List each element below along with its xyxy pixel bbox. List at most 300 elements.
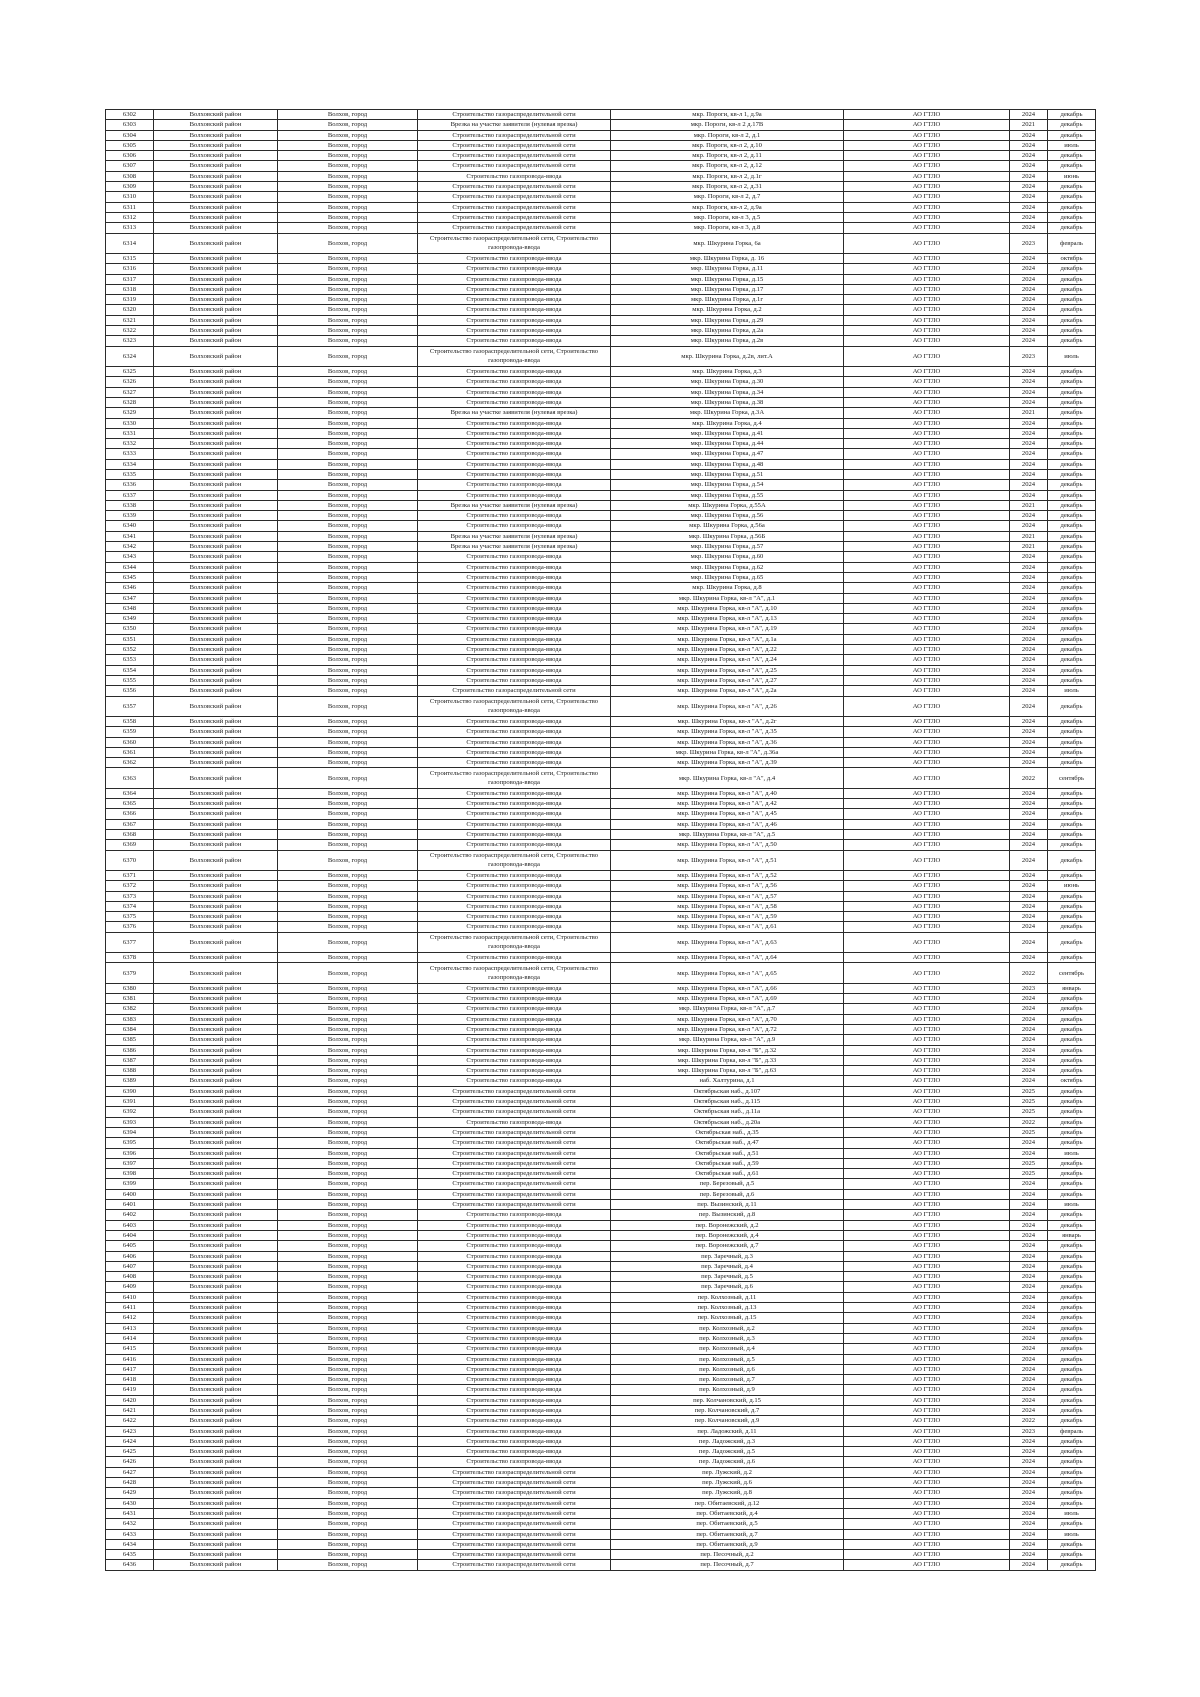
row-number-cell: 6315 xyxy=(106,253,154,263)
organization-cell: АО ГТЛО xyxy=(844,1364,1010,1374)
year-cell: 2024 xyxy=(1010,583,1048,593)
month-cell: декабрь xyxy=(1048,192,1096,202)
work-type-cell: Строительство газопровода-ввода xyxy=(418,624,611,634)
work-type-cell: Строительство газопровода-ввода xyxy=(418,953,611,963)
district-cell: Волховский район xyxy=(154,130,278,140)
table-row xyxy=(106,1436,1096,1446)
year-cell: 2024 xyxy=(1010,130,1048,140)
row-number-cell: 6382 xyxy=(106,1004,154,1014)
month-cell: декабрь xyxy=(1048,634,1096,644)
work-type-cell: Строительство газопровода-ввода xyxy=(418,1364,611,1374)
row-number-cell: 6306 xyxy=(106,151,154,161)
month-cell: декабрь xyxy=(1048,624,1096,634)
month-cell: декабрь xyxy=(1048,840,1096,850)
address-cell: мкр. Шкурина Горка, д.57 xyxy=(611,542,844,552)
row-number-cell: 6369 xyxy=(106,840,154,850)
settlement-cell: Волхов, город xyxy=(278,1158,418,1168)
organization-cell: АО ГТЛО xyxy=(844,922,1010,932)
work-type-cell: Строительство газораспределительной сети xyxy=(418,1200,611,1210)
month-cell: декабрь xyxy=(1048,182,1096,192)
row-number-cell: 6417 xyxy=(106,1364,154,1374)
address-cell: мкр. Шкурина Горка, кв-л "А", д.56 xyxy=(611,881,844,891)
district-cell: Волховский район xyxy=(154,284,278,294)
settlement-cell: Волхов, город xyxy=(278,829,418,839)
address-cell: мкр. Шкурина Горка, д.2а xyxy=(611,326,844,336)
row-number-cell: 6389 xyxy=(106,1076,154,1086)
district-cell: Волховский район xyxy=(154,1272,278,1282)
organization-cell: АО ГТЛО xyxy=(844,809,1010,819)
work-type-cell: Строительство газопровода-ввода xyxy=(418,655,611,665)
district-cell: Волховский район xyxy=(154,233,278,253)
district-cell: Волховский район xyxy=(154,562,278,572)
year-cell: 2024 xyxy=(1010,891,1048,901)
organization-cell: АО ГТЛО xyxy=(844,1158,1010,1168)
work-type-cell: Строительство газопровода-ввода xyxy=(418,1426,611,1436)
work-type-cell: Строительство газопровода-ввода xyxy=(418,1066,611,1076)
settlement-cell: Волхов, город xyxy=(278,233,418,253)
organization-cell: АО ГТЛО xyxy=(844,912,1010,922)
row-number-cell: 6325 xyxy=(106,367,154,377)
organization-cell: АО ГТЛО xyxy=(844,572,1010,582)
work-type-cell: Строительство газораспределительной сети xyxy=(418,1127,611,1137)
district-cell: Волховский район xyxy=(154,212,278,222)
table-row xyxy=(106,1416,1096,1426)
organization-cell: АО ГТЛО xyxy=(844,1550,1010,1560)
organization-cell: АО ГТЛО xyxy=(844,675,1010,685)
settlement-cell: Волхов, город xyxy=(278,1395,418,1405)
organization-cell: АО ГТЛО xyxy=(844,1004,1010,1014)
year-cell: 2024 xyxy=(1010,1251,1048,1261)
year-cell: 2024 xyxy=(1010,1004,1048,1014)
address-cell: мкр. Шкурина Горка, кв-л "А", д.66 xyxy=(611,983,844,993)
settlement-cell: Волхов, город xyxy=(278,110,418,120)
month-cell: декабрь xyxy=(1048,1127,1096,1137)
work-type-cell: Строительство газопровода-ввода xyxy=(418,840,611,850)
month-cell: декабрь xyxy=(1048,1251,1096,1261)
year-cell: 2024 xyxy=(1010,922,1048,932)
district-cell: Волховский район xyxy=(154,881,278,891)
address-cell: пер. Песочный, д.7 xyxy=(611,1560,844,1570)
district-cell: Волховский район xyxy=(154,223,278,233)
settlement-cell: Волхов, город xyxy=(278,1508,418,1518)
organization-cell: АО ГТЛО xyxy=(844,1138,1010,1148)
settlement-cell: Волхов, город xyxy=(278,1127,418,1137)
organization-cell: АО ГТЛО xyxy=(844,891,1010,901)
address-cell: мкр. Шкурина Горка, кв-л "А", д.52 xyxy=(611,870,844,880)
work-type-cell: Строительство газораспределительной сети xyxy=(418,212,611,222)
address-cell: мкр. Пороги, кв-л 3, д.8 xyxy=(611,223,844,233)
address-cell: Октябрьская наб., д.59 xyxy=(611,1158,844,1168)
work-type-cell: Строительство газопровода-ввода xyxy=(418,367,611,377)
district-cell: Волховский район xyxy=(154,1323,278,1333)
table-row xyxy=(106,542,1096,552)
district-cell: Волховский район xyxy=(154,1251,278,1261)
table-row xyxy=(106,161,1096,171)
settlement-cell: Волхов, город xyxy=(278,480,418,490)
organization-cell: АО ГТЛО xyxy=(844,850,1010,870)
table-row xyxy=(106,326,1096,336)
address-cell: мкр. Шкурина Горка, кв-л "А", д.2а xyxy=(611,686,844,696)
table-row xyxy=(106,336,1096,346)
district-cell: Волховский район xyxy=(154,1230,278,1240)
work-type-cell: Строительство газопровода-ввода xyxy=(418,747,611,757)
address-cell: мкр. Шкурина Горка, кв-л "А", д.2г xyxy=(611,716,844,726)
settlement-cell: Волхов, город xyxy=(278,542,418,552)
organization-cell: АО ГТЛО xyxy=(844,994,1010,1004)
month-cell: декабрь xyxy=(1048,1045,1096,1055)
address-cell: мкр. Шкурина Горка, кв-л "А", д.40 xyxy=(611,788,844,798)
month-cell: декабрь xyxy=(1048,1364,1096,1374)
year-cell: 2024 xyxy=(1010,1436,1048,1446)
month-cell: декабрь xyxy=(1048,727,1096,737)
district-cell: Волховский район xyxy=(154,1405,278,1415)
organization-cell: АО ГТЛО xyxy=(844,1251,1010,1261)
year-cell: 2024 xyxy=(1010,758,1048,768)
month-cell: декабрь xyxy=(1048,305,1096,315)
address-cell: пер. Колчановский, д.9 xyxy=(611,1416,844,1426)
table-row xyxy=(106,202,1096,212)
organization-cell: АО ГТЛО xyxy=(844,120,1010,130)
row-number-cell: 6314 xyxy=(106,233,154,253)
district-cell: Волховский район xyxy=(154,1189,278,1199)
month-cell: декабрь xyxy=(1048,387,1096,397)
month-cell: декабрь xyxy=(1048,572,1096,582)
table-row xyxy=(106,932,1096,952)
organization-cell: АО ГТЛО xyxy=(844,284,1010,294)
organization-cell: АО ГТЛО xyxy=(844,171,1010,181)
organization-cell: АО ГТЛО xyxy=(844,603,1010,613)
row-number-cell: 6413 xyxy=(106,1323,154,1333)
district-cell: Волховский район xyxy=(154,932,278,952)
work-type-cell: Строительство газопровода-ввода xyxy=(418,326,611,336)
work-type-cell: Строительство газораспределительной сети xyxy=(418,110,611,120)
month-cell: декабрь xyxy=(1048,274,1096,284)
row-number-cell: 6316 xyxy=(106,264,154,274)
table-row xyxy=(106,274,1096,284)
year-cell: 2024 xyxy=(1010,737,1048,747)
settlement-cell: Волхов, город xyxy=(278,274,418,284)
district-cell: Волховский район xyxy=(154,1292,278,1302)
settlement-cell: Волхов, город xyxy=(278,716,418,726)
table-row xyxy=(106,1375,1096,1385)
address-cell: мкр. Шкурина Горка, кв-л "Б", д.32 xyxy=(611,1045,844,1055)
district-cell: Волховский район xyxy=(154,870,278,880)
address-cell: мкр. Шкурина Горка, кв-л "Б", д.63 xyxy=(611,1066,844,1076)
month-cell: декабрь xyxy=(1048,377,1096,387)
row-number-cell: 6351 xyxy=(106,634,154,644)
year-cell: 2024 xyxy=(1010,253,1048,263)
address-cell: мкр. Шкурина Горка, кв-л "А", д.57 xyxy=(611,891,844,901)
work-type-cell: Строительство газораспределительной сети xyxy=(418,1097,611,1107)
year-cell: 2024 xyxy=(1010,315,1048,325)
settlement-cell: Волхов, город xyxy=(278,1014,418,1024)
district-cell: Волховский район xyxy=(154,799,278,809)
work-type-cell: Строительство газораспределительной сети xyxy=(418,1529,611,1539)
settlement-cell: Волхов, город xyxy=(278,696,418,716)
year-cell: 2024 xyxy=(1010,1508,1048,1518)
organization-cell: АО ГТЛО xyxy=(844,1035,1010,1045)
table-row xyxy=(106,367,1096,377)
organization-cell: АО ГТЛО xyxy=(844,1426,1010,1436)
year-cell: 2024 xyxy=(1010,1179,1048,1189)
address-cell: мкр. Шкурина Горка, кв-л "А", д.7 xyxy=(611,1004,844,1014)
organization-cell: АО ГТЛО xyxy=(844,552,1010,562)
organization-cell: АО ГТЛО xyxy=(844,819,1010,829)
row-number-cell: 6336 xyxy=(106,480,154,490)
month-cell: декабрь xyxy=(1048,675,1096,685)
organization-cell: АО ГТЛО xyxy=(844,253,1010,263)
row-number-cell: 6421 xyxy=(106,1405,154,1415)
settlement-cell: Волхов, город xyxy=(278,1241,418,1251)
district-cell: Волховский район xyxy=(154,295,278,305)
row-number-cell: 6349 xyxy=(106,614,154,624)
address-cell: мкр. Пороги, кв-л 2, д.9а xyxy=(611,202,844,212)
table-row xyxy=(106,151,1096,161)
row-number-cell: 6433 xyxy=(106,1529,154,1539)
district-cell: Волховский район xyxy=(154,531,278,541)
row-number-cell: 6390 xyxy=(106,1086,154,1096)
settlement-cell: Волхов, город xyxy=(278,675,418,685)
month-cell: декабрь xyxy=(1048,1220,1096,1230)
settlement-cell: Волхов, город xyxy=(278,953,418,963)
address-cell: мкр. Шкурина Горка, кв-л "А", д.4 xyxy=(611,768,844,788)
table-row xyxy=(106,1055,1096,1065)
month-cell: декабрь xyxy=(1048,1035,1096,1045)
year-cell: 2024 xyxy=(1010,593,1048,603)
organization-cell: АО ГТЛО xyxy=(844,1117,1010,1127)
settlement-cell: Волхов, город xyxy=(278,171,418,181)
row-number-cell: 6380 xyxy=(106,983,154,993)
organization-cell: АО ГТЛО xyxy=(844,1467,1010,1477)
row-number-cell: 6304 xyxy=(106,130,154,140)
district-cell: Волховский район xyxy=(154,1148,278,1158)
row-number-cell: 6370 xyxy=(106,850,154,870)
month-cell: декабрь xyxy=(1048,469,1096,479)
address-cell: пер. Воронежский, д.7 xyxy=(611,1241,844,1251)
year-cell: 2024 xyxy=(1010,1354,1048,1364)
address-cell: мкр. Пороги, кв-л 2, д.1г xyxy=(611,171,844,181)
table-row xyxy=(106,1333,1096,1343)
table-row xyxy=(106,819,1096,829)
row-number-cell: 6388 xyxy=(106,1066,154,1076)
table-row xyxy=(106,572,1096,582)
address-cell: мкр. Шкурина Горка, д.1г xyxy=(611,295,844,305)
settlement-cell: Волхов, город xyxy=(278,1086,418,1096)
month-cell: сентябрь xyxy=(1048,768,1096,788)
work-type-cell: Строительство газораспределительной сети xyxy=(418,1179,611,1189)
organization-cell: АО ГТЛО xyxy=(844,716,1010,726)
work-type-cell: Строительство газопровода-ввода xyxy=(418,171,611,181)
table-row xyxy=(106,727,1096,737)
settlement-cell: Волхов, город xyxy=(278,747,418,757)
settlement-cell: Волхов, город xyxy=(278,418,418,428)
address-cell: пер. Воронежский, д.4 xyxy=(611,1230,844,1240)
month-cell: декабрь xyxy=(1048,439,1096,449)
table-row xyxy=(106,1241,1096,1251)
month-cell: декабрь xyxy=(1048,645,1096,655)
settlement-cell: Волхов, город xyxy=(278,1416,418,1426)
district-cell: Волховский район xyxy=(154,1076,278,1086)
year-cell: 2024 xyxy=(1010,377,1048,387)
table-row xyxy=(106,1076,1096,1086)
settlement-cell: Волхов, город xyxy=(278,603,418,613)
row-number-cell: 6424 xyxy=(106,1436,154,1446)
work-type-cell: Строительство газопровода-ввода xyxy=(418,737,611,747)
year-cell: 2024 xyxy=(1010,480,1048,490)
organization-cell: АО ГТЛО xyxy=(844,737,1010,747)
district-cell: Волховский район xyxy=(154,583,278,593)
work-type-cell: Врезка на участке заявителя (нулевая врезка) xyxy=(418,408,611,418)
month-cell: декабрь xyxy=(1048,1375,1096,1385)
year-cell: 2024 xyxy=(1010,1498,1048,1508)
table-row xyxy=(106,223,1096,233)
work-type-cell: Строительство газопровода-ввода xyxy=(418,1292,611,1302)
settlement-cell: Волхов, город xyxy=(278,1344,418,1354)
work-type-cell: Строительство газопровода-ввода xyxy=(418,819,611,829)
month-cell: декабрь xyxy=(1048,1344,1096,1354)
district-cell: Волховский район xyxy=(154,1385,278,1395)
month-cell: декабрь xyxy=(1048,953,1096,963)
address-cell: мкр. Шкурина Горка, кв-л "А", д.9 xyxy=(611,1035,844,1045)
month-cell: декабрь xyxy=(1048,120,1096,130)
address-cell: пер. Обитаевский, д.9 xyxy=(611,1539,844,1549)
district-cell: Волховский район xyxy=(154,572,278,582)
organization-cell: АО ГТЛО xyxy=(844,1436,1010,1446)
row-number-cell: 6403 xyxy=(106,1220,154,1230)
year-cell: 2024 xyxy=(1010,428,1048,438)
organization-cell: АО ГТЛО xyxy=(844,140,1010,150)
district-cell: Волховский район xyxy=(154,1158,278,1168)
district-cell: Волховский район xyxy=(154,593,278,603)
row-number-cell: 6405 xyxy=(106,1241,154,1251)
address-cell: Октябрьская наб., д.47 xyxy=(611,1138,844,1148)
district-cell: Волховский район xyxy=(154,1066,278,1076)
settlement-cell: Волхов, город xyxy=(278,665,418,675)
work-type-cell: Строительство газопровода-ввода xyxy=(418,1251,611,1261)
row-number-cell: 6364 xyxy=(106,788,154,798)
month-cell: декабрь xyxy=(1048,408,1096,418)
address-cell: мкр. Шкурина Горка, д.56а xyxy=(611,521,844,531)
address-cell: мкр. Шкурина Горка, д.60 xyxy=(611,552,844,562)
work-type-cell: Строительство газопровода-ввода xyxy=(418,284,611,294)
work-type-cell: Строительство газопровода-ввода xyxy=(418,583,611,593)
organization-cell: АО ГТЛО xyxy=(844,264,1010,274)
work-type-cell: Строительство газораспределительной сети xyxy=(418,1148,611,1158)
settlement-cell: Волхов, город xyxy=(278,212,418,222)
year-cell: 2024 xyxy=(1010,1230,1048,1240)
table-row xyxy=(106,1148,1096,1158)
table-row xyxy=(106,253,1096,263)
organization-cell: АО ГТЛО xyxy=(844,1354,1010,1364)
month-cell: декабрь xyxy=(1048,1539,1096,1549)
organization-cell: АО ГТЛО xyxy=(844,799,1010,809)
settlement-cell: Волхов, город xyxy=(278,737,418,747)
month-cell: июль xyxy=(1048,686,1096,696)
settlement-cell: Волхов, город xyxy=(278,182,418,192)
year-cell: 2024 xyxy=(1010,1375,1048,1385)
address-cell: пер. Колчановский, д.15 xyxy=(611,1395,844,1405)
work-type-cell: Строительство газопровода-ввода xyxy=(418,665,611,675)
address-cell: мкр. Шкурина Горка, кв-л "А", д.10 xyxy=(611,603,844,613)
table-row xyxy=(106,983,1096,993)
work-type-cell: Строительство газопровода-ввода xyxy=(418,264,611,274)
table-row xyxy=(106,1272,1096,1282)
month-cell: декабрь xyxy=(1048,418,1096,428)
organization-cell: АО ГТЛО xyxy=(844,130,1010,140)
district-cell: Волховский район xyxy=(154,1086,278,1096)
work-type-cell: Строительство газопровода-ввода xyxy=(418,1395,611,1405)
year-cell: 2024 xyxy=(1010,572,1048,582)
work-type-cell: Строительство газопровода-ввода xyxy=(418,758,611,768)
row-number-cell: 6381 xyxy=(106,994,154,1004)
organization-cell: АО ГТЛО xyxy=(844,1560,1010,1570)
month-cell: декабрь xyxy=(1048,110,1096,120)
year-cell: 2021 xyxy=(1010,500,1048,510)
address-cell: Октябрьская наб., д.35 xyxy=(611,1127,844,1137)
organization-cell: АО ГТЛО xyxy=(844,901,1010,911)
work-type-cell: Строительство газораспределительной сети xyxy=(418,1519,611,1529)
district-cell: Волховский район xyxy=(154,1241,278,1251)
table-row xyxy=(106,490,1096,500)
month-cell: декабрь xyxy=(1048,284,1096,294)
district-cell: Волховский район xyxy=(154,983,278,993)
month-cell: декабрь xyxy=(1048,829,1096,839)
district-cell: Волховский район xyxy=(154,901,278,911)
year-cell: 2024 xyxy=(1010,274,1048,284)
year-cell: 2024 xyxy=(1010,1478,1048,1488)
settlement-cell: Волхов, город xyxy=(278,1251,418,1261)
year-cell: 2024 xyxy=(1010,716,1048,726)
organization-cell: АО ГТЛО xyxy=(844,963,1010,983)
table-row xyxy=(106,1488,1096,1498)
work-type-cell: Строительство газораспределительной сети xyxy=(418,1107,611,1117)
table-row xyxy=(106,1323,1096,1333)
year-cell: 2024 xyxy=(1010,675,1048,685)
organization-cell: АО ГТЛО xyxy=(844,1498,1010,1508)
settlement-cell: Волхов, город xyxy=(278,1405,418,1415)
work-type-cell: Строительство газопровода-ввода xyxy=(418,295,611,305)
work-type-cell: Строительство газопровода-ввода xyxy=(418,449,611,459)
address-cell: мкр. Шкурина Горка, кв-л "А", д.13 xyxy=(611,614,844,624)
year-cell: 2024 xyxy=(1010,1138,1048,1148)
district-cell: Волховский район xyxy=(154,336,278,346)
row-number-cell: 6383 xyxy=(106,1014,154,1024)
work-type-cell: Строительство газопровода-ввода xyxy=(418,881,611,891)
row-number-cell: 6312 xyxy=(106,212,154,222)
settlement-cell: Волхов, город xyxy=(278,634,418,644)
table-row xyxy=(106,469,1096,479)
year-cell: 2024 xyxy=(1010,552,1048,562)
organization-cell: АО ГТЛО xyxy=(844,1519,1010,1529)
month-cell: декабрь xyxy=(1048,295,1096,305)
work-type-cell: Строительство газопровода-ввода xyxy=(418,716,611,726)
district-cell: Волховский район xyxy=(154,1436,278,1446)
table-row xyxy=(106,284,1096,294)
row-number-cell: 6393 xyxy=(106,1117,154,1127)
work-type-cell: Строительство газопровода-ввода xyxy=(418,645,611,655)
row-number-cell: 6406 xyxy=(106,1251,154,1261)
work-type-cell: Строительство газопровода-ввода xyxy=(418,1076,611,1086)
year-cell: 2024 xyxy=(1010,1241,1048,1251)
work-type-cell: Строительство газопровода-ввода xyxy=(418,1210,611,1220)
year-cell: 2024 xyxy=(1010,161,1048,171)
district-cell: Волховский район xyxy=(154,1354,278,1364)
row-number-cell: 6384 xyxy=(106,1025,154,1035)
table-row xyxy=(106,870,1096,880)
district-cell: Волховский район xyxy=(154,346,278,366)
row-number-cell: 6436 xyxy=(106,1560,154,1570)
settlement-cell: Волхов, город xyxy=(278,645,418,655)
